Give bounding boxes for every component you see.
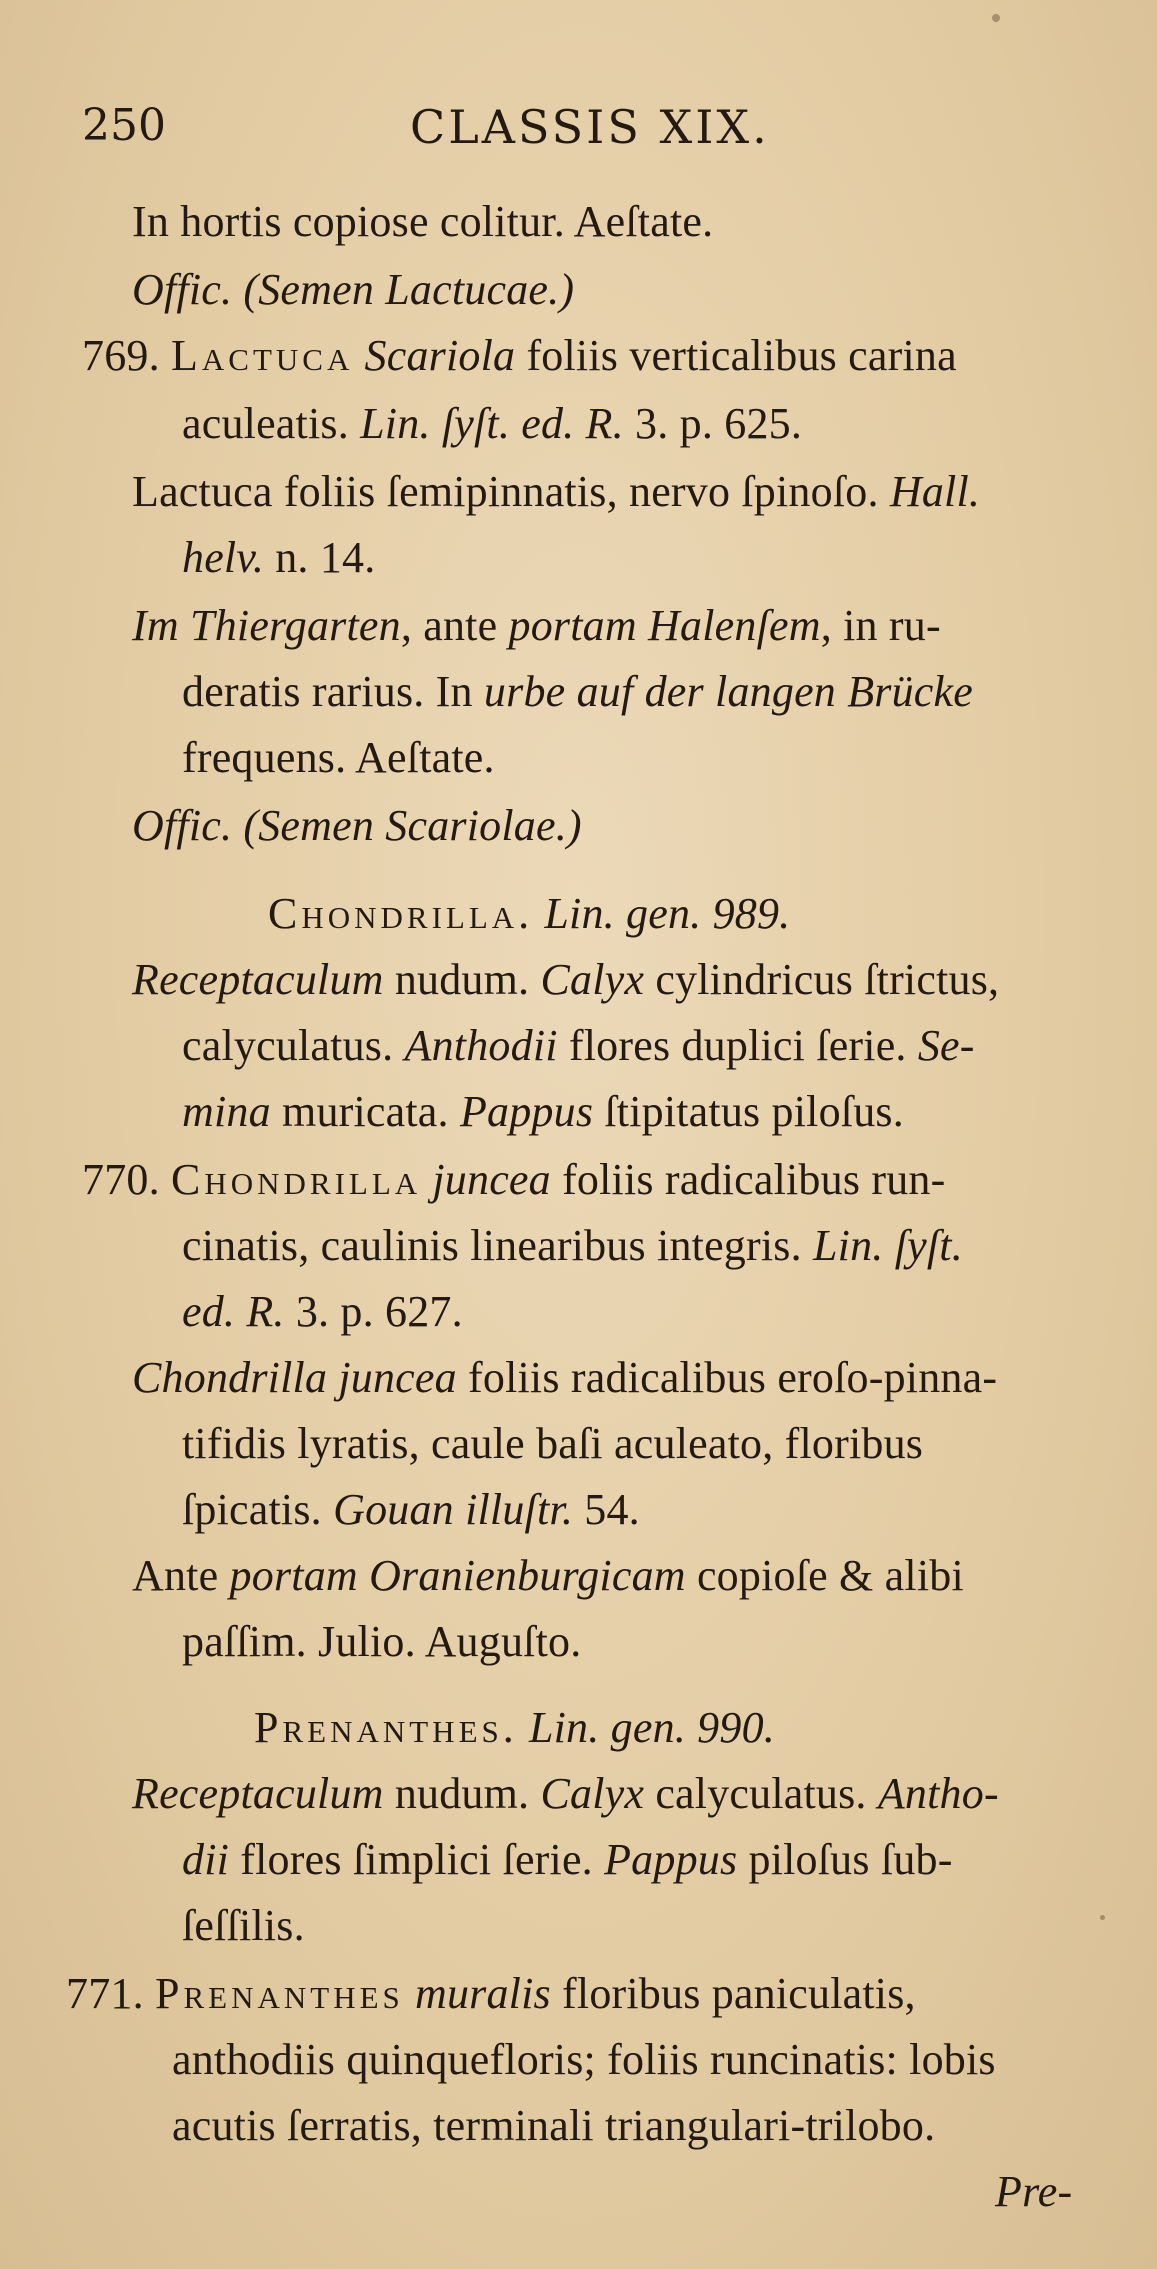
reference: Lin. gen. 989. <box>544 889 791 938</box>
text-span: copioſe & alibi <box>696 1551 964 1600</box>
text-line <box>132 800 582 852</box>
text-span: nudum. <box>394 1769 530 1818</box>
text-line <box>182 1020 975 1072</box>
text-span: flores ſimplici ſerie. <box>240 1835 593 1884</box>
text-span: floribus paniculatis, <box>562 1969 916 2018</box>
species-entry-771 <box>66 1968 916 2020</box>
reference: Hall. <box>889 467 981 516</box>
text-line <box>132 466 980 518</box>
text-span: ſpicatis. <box>182 1485 322 1534</box>
text-line <box>182 666 973 718</box>
text-line <box>132 1352 997 1404</box>
text-span: frequens. Aeſtate. <box>182 733 495 782</box>
genus-name: Lactuca <box>171 331 354 380</box>
reference: Gouan illuſtr. <box>333 1485 574 1534</box>
genus-name: Prenanthes <box>155 1969 404 2018</box>
entry-number: 770. <box>82 1155 160 1204</box>
paper-speck <box>1100 1915 1105 1920</box>
entry-number: 769. <box>82 331 160 380</box>
text-span: foliis radicalibus run- <box>562 1155 946 1204</box>
species-name: Scariola <box>364 331 516 380</box>
text-line <box>182 1220 963 1272</box>
term: Receptaculum <box>132 955 384 1004</box>
text-line <box>182 1834 953 1886</box>
genus-heading-prenanthes <box>254 1702 775 1754</box>
term: Antho- <box>877 1769 999 1818</box>
text-span: cinatis, caulinis linearibus integris. <box>182 1221 802 1270</box>
text-span: calyculatus. <box>182 1021 394 1070</box>
text-line <box>182 732 495 784</box>
text-span: acutis ſerratis, terminali triangulari-trilobo. <box>172 2101 936 2150</box>
text-line <box>132 954 999 1006</box>
text-span: ſeſſilis. <box>182 1901 305 1950</box>
text-span: deratis rarius. In <box>182 667 473 716</box>
genus-heading-chondrilla <box>268 888 790 940</box>
term: dii <box>182 1835 230 1884</box>
reference: Lin. gen. 990. <box>528 1703 775 1752</box>
text-span: Lactuca foliis ſemipinnatis, nervo ſpinoſo. <box>132 467 879 516</box>
text-line <box>132 264 574 316</box>
text-span: 3. p. 627. <box>295 1287 463 1336</box>
genus-name: Chondrilla <box>171 1155 422 1204</box>
text-line <box>132 1550 964 1602</box>
text-line <box>182 398 802 450</box>
catchword <box>995 2166 1072 2218</box>
text-span: n. 14. <box>275 533 376 582</box>
text-span: ſtipitatus piloſus. <box>604 1087 904 1136</box>
text-span: aculeatis. <box>182 399 349 448</box>
text-span: nudum. <box>394 955 530 1004</box>
paper-speck <box>992 14 1000 22</box>
species-entry-770 <box>82 1154 945 1206</box>
text-span: paſſim. Julio. Auguſto. <box>182 1617 582 1666</box>
term: Se- <box>917 1021 975 1070</box>
reference: ed. R. <box>182 1287 285 1336</box>
text-line <box>182 1616 581 1668</box>
species-name: muralis <box>414 1969 551 2018</box>
text-span: In hortis copiose colitur. Aeſtate. <box>132 197 714 246</box>
text-span: , in ru- <box>820 601 941 650</box>
text-line <box>172 2100 935 2152</box>
locality: portam Oranienburgicam <box>229 1551 686 1600</box>
term: Anthodii <box>404 1021 558 1070</box>
text-span: tifidis lyratis, caule baſi aculeato, floribus <box>182 1419 924 1468</box>
text-line <box>182 1900 305 1952</box>
text-span: Offic. (Semen Lactucae.) <box>132 265 575 314</box>
locality: Im Thiergarten <box>132 601 401 650</box>
text-line <box>182 1086 904 1138</box>
text-line <box>182 1418 923 1470</box>
genus-heading-text: Chondrilla. <box>268 889 534 938</box>
text-line <box>182 532 375 584</box>
text-span: anthodiis quinquefloris; foliis runcinatis: lobis <box>172 2035 996 2084</box>
text-span: calyculatus. <box>655 1769 867 1818</box>
reference: helv. <box>182 533 265 582</box>
text-span: Ante <box>132 1551 219 1600</box>
genus-heading-text: Prenanthes. <box>254 1703 518 1752</box>
text-span: foliis radicalibus eroſo-pinna- <box>468 1353 998 1402</box>
reference: Lin. ſyſt. ed. R. <box>360 399 624 448</box>
page-number: 250 <box>82 100 166 151</box>
reference: Lin. ſyſt. <box>813 1221 963 1270</box>
text-span: Pre- <box>995 2167 1073 2216</box>
locality: urbe auf der langen Brücke <box>483 667 973 716</box>
term: Calyx <box>540 955 645 1004</box>
term: Pappus <box>604 1835 738 1884</box>
entry-number: 771. <box>66 1969 144 2018</box>
text-line <box>132 1768 999 1820</box>
text-line <box>182 1286 463 1338</box>
text-line <box>132 600 941 652</box>
running-head: CLASSIS XIX. <box>410 100 770 154</box>
term: Calyx <box>540 1769 645 1818</box>
species-entry-769 <box>82 330 957 382</box>
text-span: flores duplici ſerie. <box>568 1021 907 1070</box>
term: mina <box>182 1087 271 1136</box>
text-span: 54. <box>584 1485 640 1534</box>
text-span: Offic. (Semen Scariolae.) <box>132 801 582 850</box>
term: Pappus <box>459 1087 594 1136</box>
text-line <box>182 1484 640 1536</box>
text-span: piloſus ſub- <box>748 1835 953 1884</box>
text-span: , ante <box>400 601 498 650</box>
term: Receptaculum <box>132 1769 384 1818</box>
text-line <box>132 196 713 248</box>
page-header <box>82 100 1082 160</box>
locality: portam Halenſem <box>508 601 821 650</box>
text-span: 3. p. 625. <box>635 399 803 448</box>
text-span: muricata. <box>282 1087 449 1136</box>
species-name: Chondrilla juncea <box>132 1353 457 1402</box>
species-name: juncea <box>432 1155 551 1204</box>
text-line <box>172 2034 996 2086</box>
text-span: cylindricus ſtrictus, <box>655 955 1000 1004</box>
text-span: foliis verticalibus carina <box>526 331 957 380</box>
